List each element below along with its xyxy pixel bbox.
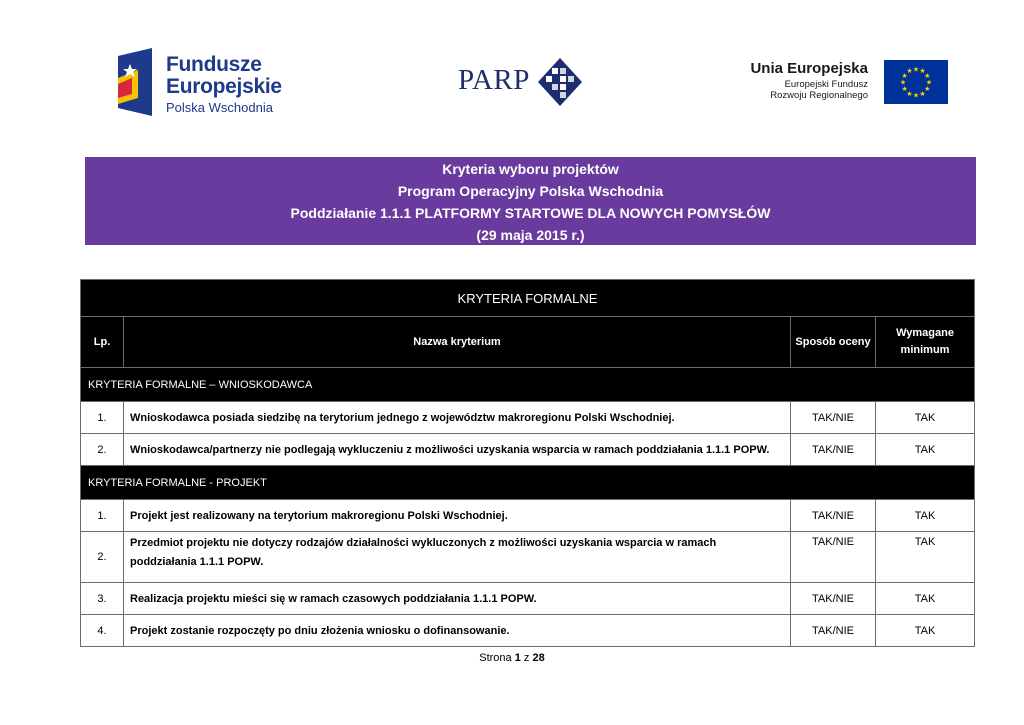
cell-lp: 2. [81,532,124,583]
page-footer [0,652,1024,664]
cell-name: Wnioskodawca/partnerzy nie podlegają wykluczeniu z możliwości uzyskania wsparcia w ramach poddziałania 1.1.1 POPW. [124,434,791,466]
header-min: Wymagane minimum [876,317,975,368]
fundusze-line2: Europejskie [166,75,282,98]
banner-program: Program Operacyjny Polska Wschodnia [397,183,664,199]
cell-method: TAK/NIE [791,500,876,532]
cell-lp: 1. [81,500,124,532]
title-banner [85,157,976,245]
banner-measure: Poddziałanie 1.1.1 PLATFORMY STARTOWE DLA NOWYCH POMYSŁÓW [290,205,771,221]
eu-flag-icon [884,60,948,104]
cell-name: Projekt zostanie rozpoczęty po dniu złożenia wniosku o dofinansowanie. [124,615,791,647]
unia-europejska-logo [750,58,948,106]
cell-method: TAK/NIE [791,583,876,615]
header-method: Sposób oceny [791,317,876,368]
cell-name: Realizacja projektu mieści się w ramach czasowych poddziałania 1.1.1 POPW. [124,583,791,615]
footer-separator: z [523,652,530,664]
cell-method: TAK/NIE [791,615,876,647]
cell-name: Wnioskodawca posiada siedzibę na terytorium jednego z województw makroregionu Polski Wschodniej. [124,402,791,434]
eu-star-icon: ★ [912,92,920,100]
cell-name: Przedmiot projektu nie dotyczy rodzajów działalności wykluczonych z możliwości uzyskania wsparcia w ramach poddziałania 1.1.1 POPW. [124,532,791,583]
parp-text: PARP [458,64,530,96]
ue-line2: Europejski Fundusz [784,79,868,91]
section-row-projekt [81,466,975,500]
cell-method: TAK/NIE [791,434,876,466]
table-title: KRYTERIA FORMALNE [81,280,975,317]
eu-star-icon: ★ [924,86,931,93]
eu-star-icon: ★ [912,66,920,74]
eu-star-icon: ★ [901,73,908,80]
cell-min: TAK [876,402,975,434]
footer-page-total: 28 [532,652,545,664]
header-lp: Lp. [81,317,124,368]
footer-prefix: Strona [479,652,512,664]
cell-lp: 4. [81,615,124,647]
cell-min: TAK [876,615,975,647]
cell-method: TAK/NIE [791,532,876,583]
section-row-wnioskodawca [81,368,975,402]
fundusze-europejskie-logo [118,48,282,116]
table-row [81,532,975,583]
cell-lp: 1. [81,402,124,434]
table-row [81,500,975,532]
parp-logo [458,58,582,108]
parp-diamond-icon [538,58,582,106]
eu-star-icon: ★ [924,73,931,80]
eu-star-icon: ★ [899,79,907,87]
cell-name: Projekt jest realizowany na terytorium makroregionu Polski Wschodniej. [124,500,791,532]
fundusze-europejskie-flag-icon [118,48,154,116]
eu-star-icon: ★ [901,86,908,93]
cell-lp: 3. [81,583,124,615]
footer-page-number: 1 [514,652,521,664]
ue-line1: Unia Europejska [750,60,868,77]
banner-title: Kryteria wyboru projektów [442,161,619,177]
eu-star-icon: ★ [906,90,913,98]
eu-star-icon: ★ [919,68,926,76]
cell-min: TAK [876,583,975,615]
section-title: KRYTERIA FORMALNE - PROJEKT [81,466,975,500]
cell-min: TAK [876,532,975,583]
table-row [81,615,975,647]
eu-star-icon: ★ [919,90,926,98]
table-title-row [81,280,975,317]
table-header-row [81,317,975,368]
cell-method: TAK/NIE [791,402,876,434]
cell-lp: 2. [81,434,124,466]
banner-date: (29 maja 2015 r.) [476,227,585,243]
ue-line3: Rozwoju Regionalnego [770,90,868,102]
eu-star-icon: ★ [925,79,933,87]
table-row [81,583,975,615]
table-row [81,402,975,434]
header-name: Nazwa kryterium [124,317,791,368]
cell-min: TAK [876,434,975,466]
cell-min: TAK [876,500,975,532]
table-row [81,434,975,466]
eu-star-icon: ★ [906,68,913,76]
fundusze-line1: Fundusze [166,53,262,76]
criteria-table [80,279,975,647]
fundusze-line3: Polska Wschodnia [166,100,273,115]
section-title: KRYTERIA FORMALNE – WNIOSKODAWCA [81,368,975,402]
